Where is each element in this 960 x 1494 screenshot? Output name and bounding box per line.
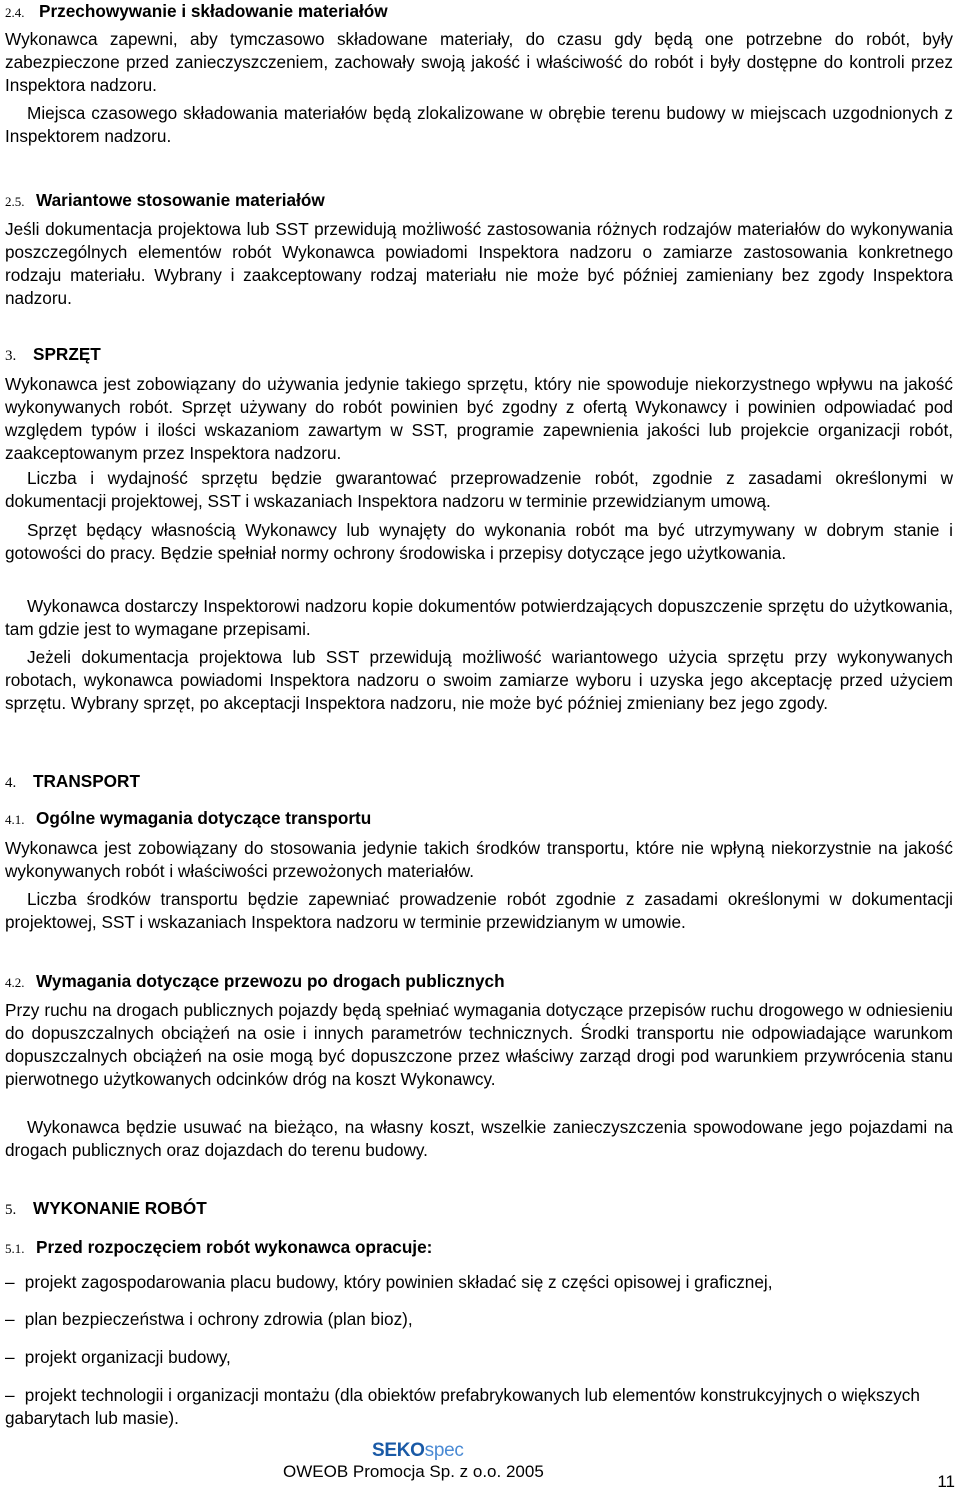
section-title: TRANSPORT xyxy=(33,771,140,791)
section-heading xyxy=(5,189,953,213)
paragraph-text: Wykonawca jest zobowiązany do stosowania jedynie takich środków transportu, które nie wpłyną niekorzystnie na jakość wykonywanych robót i właściwości przewożonych materiałów. xyxy=(5,838,953,881)
paragraph-text: Sprzęt będący własnością Wykonawcy lub wynajęty do wykonania robót ma być utrzymywany w dobrym stanie i gotowości do pracy. Będzie spełniał normy ochrony środowiska i przepisy dotyczące jego użytkowania. xyxy=(5,520,953,563)
footer-logo xyxy=(372,1440,464,1462)
dash-bullet: – xyxy=(5,1272,15,1292)
section-heading xyxy=(5,807,953,831)
page-number: 11 xyxy=(937,1472,955,1491)
paragraph-text: Wykonawca zapewni, aby tymczasowo składowane materiały, do czasu gdy będą one potrzebne do robót, były zabezpieczone przed zanieczyszczeniem, zachowały swoją jakość i właściwość do robót i były dostępne do kontroli przez Inspektora nadzoru. xyxy=(5,29,953,95)
section-title: Wymagania dotyczące przewozu po drogach publicznych xyxy=(36,971,505,991)
paragraph xyxy=(5,646,953,715)
section-4 xyxy=(5,770,953,794)
section-title: SPRZĘT xyxy=(33,344,101,364)
footer-text: OWEOB Promocja Sp. z o.o. 2005 xyxy=(283,1462,544,1481)
list-item-text: projekt technologii i organizacji montażu (dla obiektów prefabrykowanych lub elementów konstrukcyjnych o większych gabarytach lub masie). xyxy=(5,1385,920,1428)
paragraph-text: Liczba środków transportu będzie zapewniać prowadzenie robót zgodnie z zasadami określonymi w dokumentacji projektowej, SST i wskazaniach Inspektora nadzoru w terminie przewidzianym w umowie. xyxy=(5,889,953,932)
paragraph-text: Jeśli dokumentacja projektowa lub SST przewidują możliwość zastosowania różnych rodzajów materiałów do wykonywania poszczególnych elementów robót Wykonawca powiadomi Inspektora nadzoru o zamiarze zastosowania konkretnego rodzaju materiału. Wybrany i zaakceptowany rodzaj materiału nie może być później zamieniany bez zgody Inspektora nadzoru. xyxy=(5,219,953,308)
section-heading xyxy=(5,1236,953,1260)
section-5 xyxy=(5,1197,953,1221)
list-item-text: projekt zagospodarowania placu budowy, który powinien składać się z części opisowej i graficznej, xyxy=(24,1272,773,1292)
section-number: 5.1. xyxy=(5,1241,25,1256)
paragraph-text: Wykonawca będzie usuwać na bieżąco, na własny koszt, wszelkie zanieczyszczenia spowodowane jego pojazdami na drogach publicznych oraz dojazdach do terenu budowy. xyxy=(5,1117,953,1160)
section-title: Ogólne wymagania dotyczące transportu xyxy=(36,808,372,828)
section-number: 4.1. xyxy=(5,812,25,827)
section-title: Przed rozpoczęciem robót wykonawca opracuje: xyxy=(36,1237,433,1257)
section-number: 3. xyxy=(5,348,17,364)
paragraph-text: Wykonawca dostarczy Inspektorowi nadzoru kopie dokumentów potwierdzających dopuszczenie sprzętu do użytkowania, tam gdzie jest to wymagane przepisami. xyxy=(5,596,953,639)
paragraph xyxy=(5,1116,953,1162)
paragraph xyxy=(5,218,953,310)
list-item xyxy=(5,1308,953,1331)
list-item xyxy=(5,1346,953,1369)
section-number: 5. xyxy=(5,1202,17,1218)
section-heading xyxy=(5,0,953,24)
dash-bullet: – xyxy=(5,1347,15,1367)
section-3 xyxy=(5,343,953,367)
section-4-2 xyxy=(5,970,953,994)
paragraph xyxy=(5,837,953,883)
paragraph xyxy=(5,467,953,513)
paragraph-text: Przy ruchu na drogach publicznych pojazdy będą spełniać wymagania dotyczące przepisów ruchu drogowego w odniesieniu do dopuszczalnych obciążeń na osie i innych parametrów technicznych. Środki transportu nie odpowiadające warunkom dopuszczalnych obciążeń na osie mogą być dopuszczone przez właściwy zarząd drogi pod warunkiem przywrócenia stanu pierwotnego użytkowanych odcinków dróg na koszt Wykonawcy. xyxy=(5,1000,953,1089)
paragraph-text: Miejsca czasowego składowania materiałów będą zlokalizowane w obrębie terenu budowy w miejscach uzgodnionych z Inspektorem nadzoru. xyxy=(5,103,953,146)
logo-light-part: spec xyxy=(424,1440,464,1461)
paragraph xyxy=(5,888,953,934)
logo-bold-part: SEKO xyxy=(372,1440,425,1461)
paragraph xyxy=(5,373,953,465)
section-number: 2.5. xyxy=(5,194,25,209)
section-5-1 xyxy=(5,1236,953,1260)
paragraph xyxy=(5,28,953,97)
paragraph-text: Wykonawca jest zobowiązany do używania jedynie takiego sprzętu, który nie spowoduje niekorzystnego wpływu na jakość wykonywanych robót. Sprzęt używany do robót powinien być zgodny z ofertą Wykonawcy i powinien odpowiadać pod względem typów i ilości wskazaniom zawartym w SST, programie zapewnienia jakości lub projekcie organizacji robót, zaakceptowanym przez Inspektora nadzoru. xyxy=(5,374,953,463)
section-heading xyxy=(5,343,953,367)
section-number: 4. xyxy=(5,775,17,791)
section-heading xyxy=(5,1197,953,1221)
dash-bullet: – xyxy=(5,1309,15,1329)
paragraph xyxy=(5,102,953,148)
section-heading xyxy=(5,970,953,994)
paragraph xyxy=(5,595,953,641)
section-title: Przechowywanie i składowanie materiałów xyxy=(39,1,388,21)
list-item xyxy=(5,1384,953,1430)
paragraph-text: Jeżeli dokumentacja projektowa lub SST przewidują możliwość wariantowego użycia sprzętu przy wykonywanych robotach, wykonawca powiadomi Inspektora nadzoru o swoim zamiarze wyboru i uzyska jego akceptację przed użyciem sprzętu. Wybrany sprzęt, po akceptacji Inspektora nadzoru, nie może być później zmieniany bez jego zgody. xyxy=(5,647,953,713)
paragraph xyxy=(5,519,953,565)
list-item-text: plan bezpieczeństwa i ochrony zdrowia (plan bioz), xyxy=(24,1309,413,1329)
section-2-5 xyxy=(5,189,953,213)
section-number: 2.4. xyxy=(5,5,25,20)
section-4-1 xyxy=(5,807,953,831)
section-2-4 xyxy=(5,0,953,24)
list-item-text: projekt organizacji budowy, xyxy=(24,1347,231,1367)
section-number: 4.2. xyxy=(5,975,25,990)
section-title: WYKONANIE ROBÓT xyxy=(33,1198,207,1218)
paragraph-text: Liczba i wydajność sprzętu będzie gwarantować przeprowadzenie robót, zgodnie z zasadami określonymi w dokumentacji projektowej, SST i wskazaniach Inspektora nadzoru w terminie przewidzianym umową. xyxy=(5,468,953,511)
section-heading xyxy=(5,770,953,794)
paragraph xyxy=(5,999,953,1091)
section-title: Wariantowe stosowanie materiałów xyxy=(36,190,325,210)
dash-bullet: – xyxy=(5,1385,15,1405)
list-item xyxy=(5,1271,953,1294)
